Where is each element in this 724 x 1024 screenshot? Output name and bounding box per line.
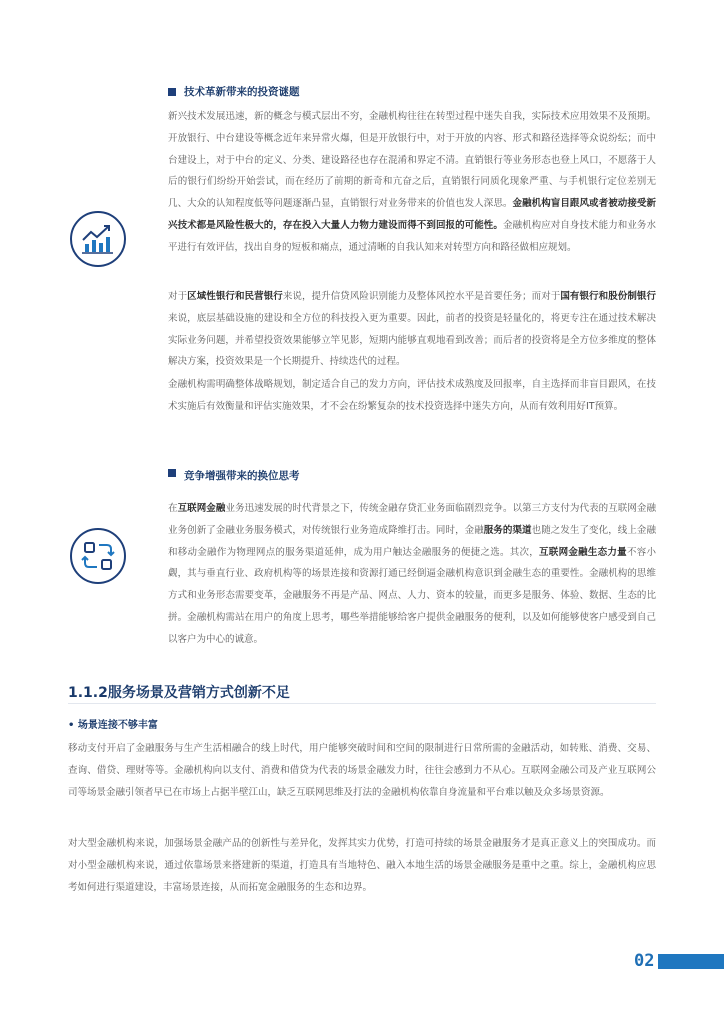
growth-chart-icon [69,210,127,268]
section1-paragraph-3: 金融机构需明确整体战略规划，制定适合自己的发力方向，评估技术成熟度及回报率，自主选择而非盲目跟风，在技术实施后有效衡量和评估实施效果，才不会在纷繁复杂的技术投资选择中迷失方向，从而有效利用好IT预算。 [168,379,656,412]
page-number: 02 [634,951,655,971]
section-title-competition: 竞争增强带来的换位思考 [168,468,300,483]
section-title-tech-investment: 技术革新带来的投资谜题 [168,84,300,99]
section3-paragraph-1: 移动支付开启了金融服务与生产生活相融合的线上时代，用户能够突破时间和空间的限制进行日常所需的金融活动，如转账、消费、交易、查询、借贷、理财等等。金融机构向以支付、消费和借贷为代表的场景金融发力时，往往会感到力不从心。互联网金融公司及产业互联网公司等场景金融引领者早已在市场上占据半壁江山，缺乏互联网思维及打法的金融机构依靠自身流量和平台难以触及众多场景资源。 [68,743,656,798]
page-accent-bar [658,954,724,969]
section3-paragraph-2: 对大型金融机构来说，加强场景金融产品的创新性与差异化，发挥其实力优势，打造可持续的场景金融服务才是真正意义上的突围成功。而对小型金融机构来说，通过依靠场景来搭建新的渠道，打造具有当地特色、融入本地生活的场景金融服务是重中之重。综上，金融机构应思考如何进行渠道建设，丰富场景连接，从而拓宽金融服务的生态和边界。 [68,838,656,893]
square-bullet-icon [168,88,176,96]
section1-paragraph-2: 对于区域性银行和民营银行来说，提升信贷风险识别能力及整体风控水平是首要任务；而对于国有银行和股份制银行来说，底层基础设施的建设和全方位的科技投入更为重要。因此，前者的投资是轻量化的，将更专注在通过技术解决实际业务问题，并希望投资效果能够立竿见影，短期内能够直观地看到改善；而后者的投资将是全方位多维度的整体解决方案，投资效果是一个长期提升、持续迭代的过程。 [168,291,656,368]
square-bullet-icon [168,469,176,477]
section2-paragraph-1: 在互联网金融业务迅速发展的时代背景之下，传统金融存贷汇业务面临剧烈竞争。以第三方支付为代表的互联网金融业务创新了金融业务服务模式，对传统银行业务造成降维打击。同时，金融服务的渠道也随之发生了变化，线上金融和移动金融作为物理网点的服务渠道延伸，成为用户触达金融服务的便捷之选。其次，互联网金融生态力量不容小觑，其与垂直行业、政府机构等的场景连接和资源打通已经倒逼金融机构意识到金融生态的重要性。金融机构的思维方式和业务形态需要变革，金融服务不再是产品、网点、人力、资本的较量，而更多是服务、体验、数据、生态的比拼。金融机构需站在用户的角度上思考，哪些举措能够给客户提供金融服务的便利，以及如何能够使客户感受到自己以客户为中心的诚意。 [168,503,656,645]
exchange-arrows-icon [69,527,127,585]
subsection-heading: 1.1.2服务场景及营销方式创新不足 [68,685,290,701]
bullet-heading: • 场景连接不够丰富 [68,720,158,731]
divider [68,703,656,704]
section1-paragraph-1: 新兴技术发展迅速，新的概念与模式层出不穷，金融机构往往在转型过程中迷失自我，实际技术应用效果不及预期。开放银行、中台建设等概念近年来异常火爆，但是开放银行中，对于开放的内容、形式和路径选择等众说纷纭；而中台建设上，对于中台的定义、分类、建设路径也存在混淆和界定不清。直销银行等业务形态也登上风口，不愿落于人后的银行们纷纷开始尝试，而在经历了前期的新奇和亢奋之后，直销银行同质化现象严重、与手机银行定位差别无几、大众的认知程度低等问题逐渐凸显，直销银行对业务带来的价值也发人深思。金融机构盲目跟风或者被动接受新兴技术都是风险性极大的，存在投入大量人力物力建设而得不到回报的可能性。金融机构应对自身技术能力和业务水平进行有效评估，找出自身的短板和痛点，通过清晰的自我认知来对转型方向和路径做相应规划。 [168,111,656,253]
